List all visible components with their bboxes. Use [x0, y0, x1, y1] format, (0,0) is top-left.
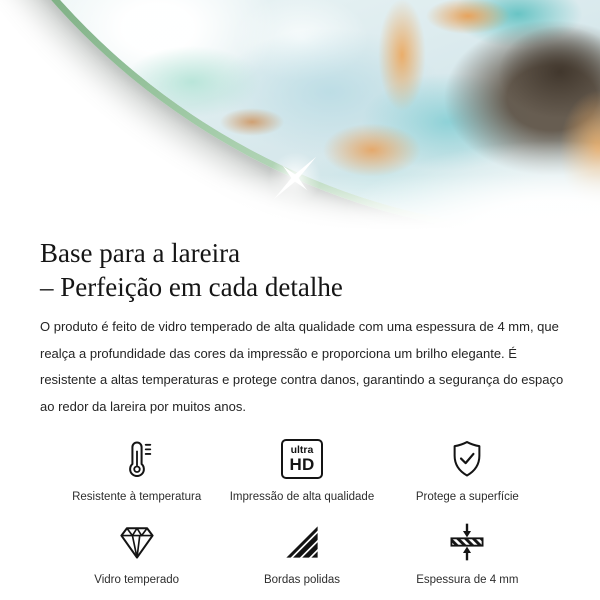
feature-polished-edges — [219, 519, 384, 586]
features-grid — [40, 434, 564, 586]
feature-label: Vidro temperado — [94, 574, 180, 586]
product-description: O produto é feito de vidro temperado de alta qualidade com uma espessura de 4 mm, que realça a profundidade das cores da impressão e proporciona um brilho elegante. É resistente a altas temperaturas e protege contra danos, garantindo a segurança do espaço ao redor da lareira por muitos anos. — [40, 319, 564, 414]
sparkle-icon — [263, 146, 327, 210]
product-info-section — [0, 230, 600, 586]
shield-check-icon — [445, 436, 489, 482]
thickness-icon — [445, 519, 489, 565]
feature-label: Bordas polidas — [263, 574, 341, 586]
product-image — [0, 0, 600, 230]
feature-print-quality — [219, 436, 384, 503]
diamond-icon — [114, 520, 160, 564]
page-title — [40, 236, 564, 304]
feature-temperature — [54, 436, 219, 503]
feature-tempered-glass — [54, 519, 219, 586]
feature-label: Impressão de alta qualidade — [229, 491, 375, 503]
title-line-1: Base para a lareira — [40, 238, 241, 268]
feature-thickness — [385, 519, 550, 586]
polished-edges-icon — [281, 521, 323, 563]
title-line-2: – Perfeição em cada detalhe — [40, 272, 343, 302]
feature-label: Resistente à temperatura — [72, 491, 202, 503]
thermometer-icon — [115, 436, 159, 482]
feature-label: Espessura de 4 mm — [416, 574, 519, 586]
ultra-hd-icon: ultra HD — [281, 439, 323, 479]
feature-surface-protection — [385, 436, 550, 503]
feature-label: Protege a superfície — [415, 491, 519, 503]
